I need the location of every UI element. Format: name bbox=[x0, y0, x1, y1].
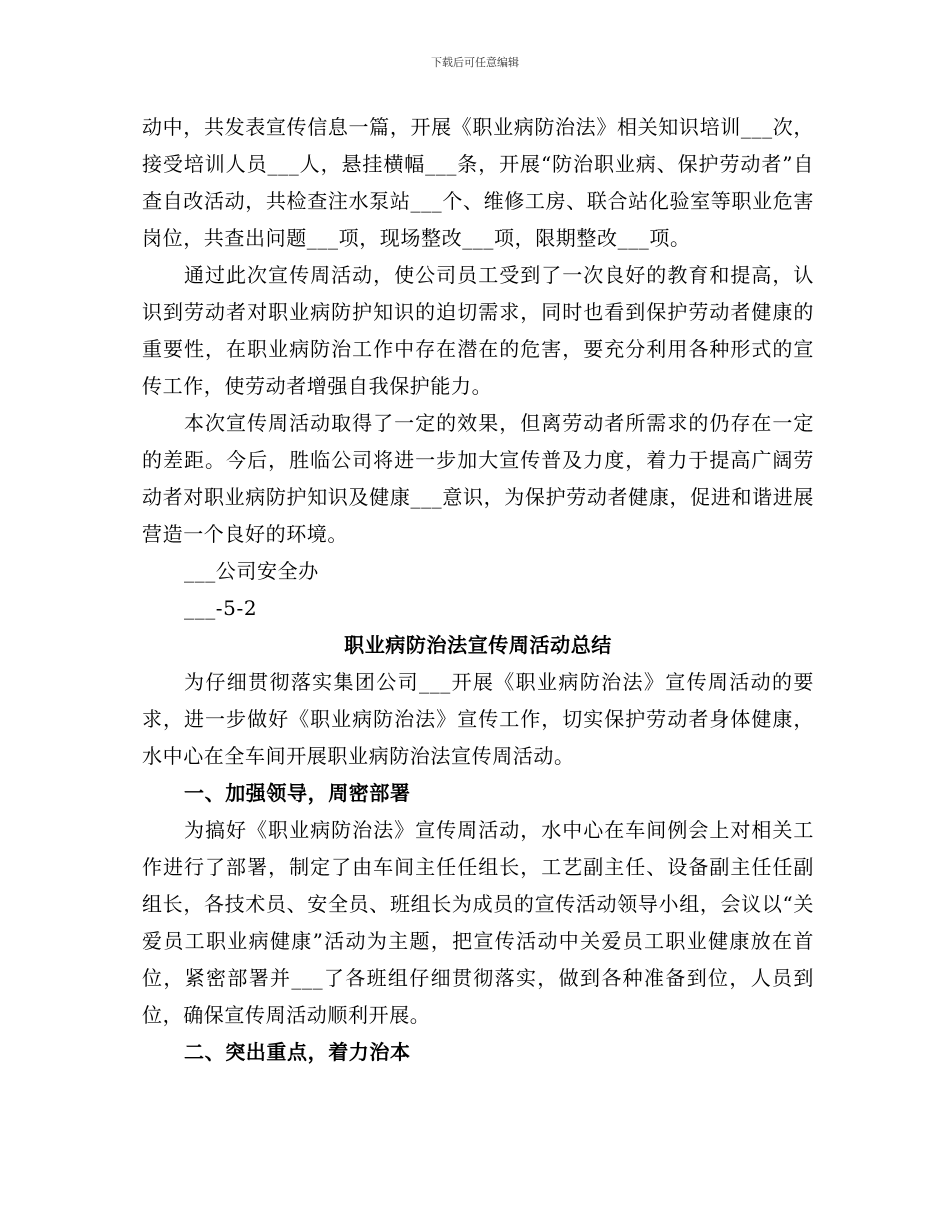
header-note: 下载后可任意编辑 bbox=[431, 56, 519, 69]
paragraph-2: 通过此次宣传周活动，使公司员工受到了一次良好的教育和提高，认识到劳动者对职业病防护知识的迫切需求，同时也看到保护劳动者健康的重要性，在职业病防治工作中存在潜在的危害，要充分利用各种形式的宣传工作，使劳动者增强自我保护能力。 bbox=[142, 263, 814, 398]
heading-2: 二、突出重点，着力治本 bbox=[184, 1040, 411, 1064]
paragraph-5: 为搞好《职业病防治法》宣传周活动，水中心在车间例会上对相关工作进行了部署，制定了由车间主任任组长，工艺副主任、设备副主任任副组长，各技术员、安全员、班组长为成员的宣传活动领导小组，会议以“关爱员工职业病健康”活动为主题，把宣传活动中关爱员工职业健康放在首位，紧密部署并___了各班组仔细贯彻落实，做到各种准备到位，人员到位，确保宣传周活动顺利开展。 bbox=[142, 818, 814, 1027]
signature-line: ___公司安全办 bbox=[184, 559, 319, 583]
heading-1: 一、加强领导，周密部署 bbox=[184, 781, 411, 805]
section-title: 职业病防治法宣传周活动总结 bbox=[344, 633, 612, 657]
paragraph-4: 为仔细贯彻落实集团公司___开展《职业病防治法》宣传周活动的要求，进一步做好《职业病防治法》宣传工作，切实保护劳动者身体健康，水中心在全车间开展职业病防治法宣传周活动。 bbox=[142, 670, 814, 768]
date-line: ___-5-2 bbox=[184, 596, 258, 620]
document-body bbox=[142, 109, 814, 1071]
paragraph-1: 动中，共发表宣传信息一篇，开展《职业病防治法》相关知识培训___次，接受培训人员___人，悬挂横幅___条，开展“防治职业病、保护劳动者”自查自改活动，共检查注水泵站___个、维修工房、联合站化验室等职业危害岗位，共查出问题___项，现场整改___项，限期整改___项。 bbox=[142, 115, 814, 250]
paragraph-3: 本次宣传周活动取得了一定的效果，但离劳动者所需求的仍存在一定的差距。今后，胜临公司将进一步加大宣传普及力度，着力于提高广阔劳动者对职业病防护知识及健康___意识，为保护劳动者健康，促进和谐进展营造一个良好的环境。 bbox=[142, 411, 814, 546]
